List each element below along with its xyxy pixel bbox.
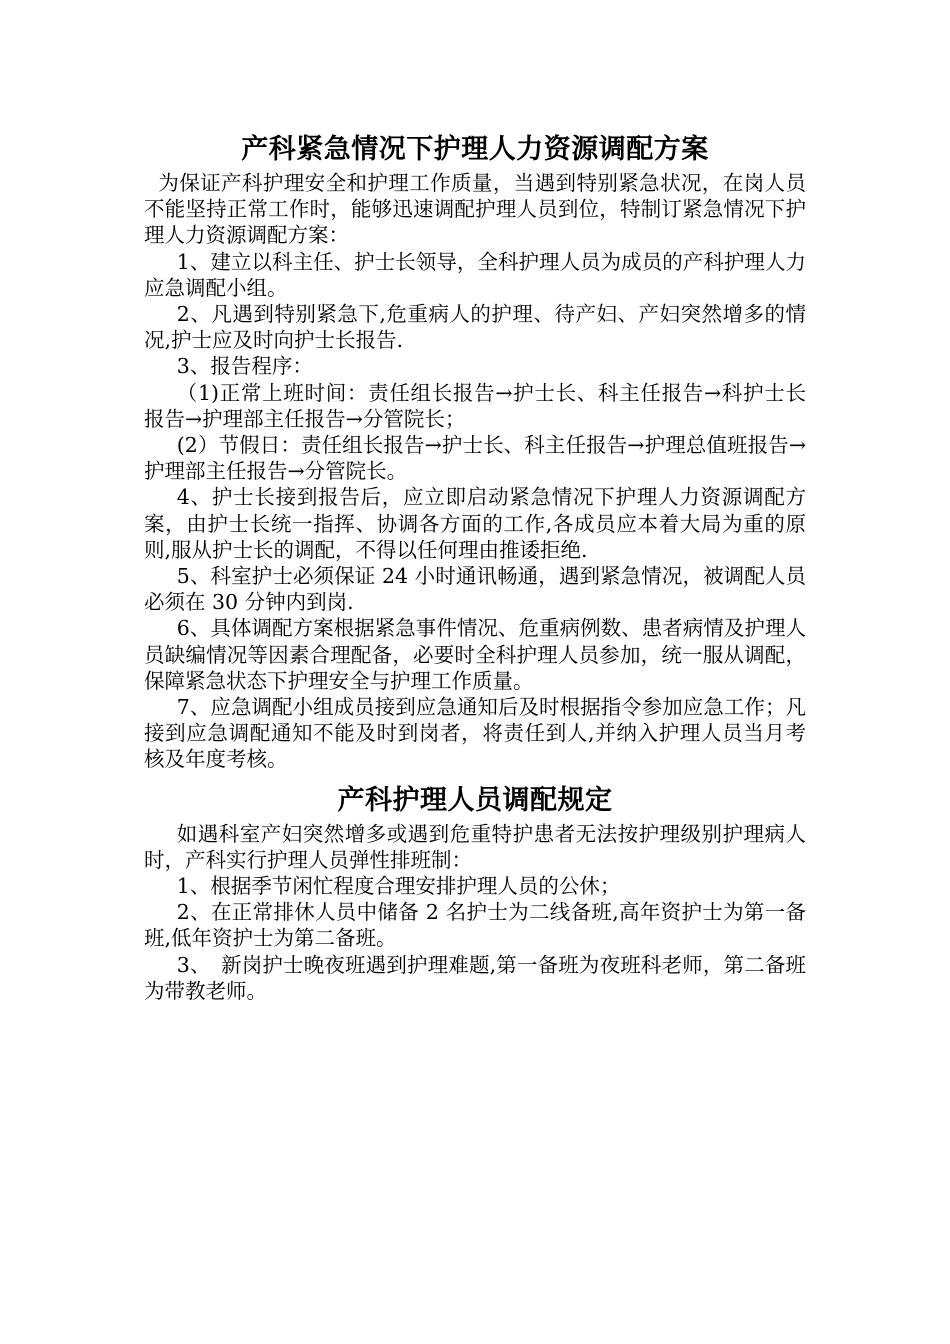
section1-item-4: 4、护士长接到报告后，应立即启动紧急情况下护理人力资源调配方案，由护士长统一指挥、协调各方面的工作,各成员应本着大局为重的原则,服从护士长的调配，不得以任何理由推诿拒绝. [144,485,806,562]
section2-item-1: 1、根据季节闲忙程度合理安排护理人员的公休； [176,874,621,899]
section1-item-6: 6、具体调配方案根据紧急事件情况、危重病例数、患者病情及护理人员缺编情况等因素合理配备，必要时全科护理人员参加，统一服从调配，保障紧急状态下护理安全与护理工作质量。 [144,616,806,693]
section1-item-1: 1、建立以科主任、护士长领导，全科护理人员为成员的产科护理人力应急调配小组。 [144,249,806,300]
section2-intro: 如遇科室产妇突然增多或遇到危重特护患者无法按护理级别护理病人时，产科实行护理人员弹性排班制： [144,821,806,872]
section1-item-3: 3、报告程序： [176,354,313,379]
section2-title: 产科护理人员调配规定 [337,784,613,816]
section2-item-3: 3、 新岗护士晚夜班遇到护理难题,第一备班为夜班科老师，第二备班为带教老师。 [144,952,806,1003]
section1-item-3-sub-1: （1)正常上班时间：责任组长报告→护士长、科主任报告→科护士长报告→护理部主任报告→分管院长； [144,380,806,431]
section1-item-7: 7、应急调配小组成员接到应急通知后及时根据指令参加应急工作；凡接到应急调配通知不能及时到岗者，将责任到人,并纳入护理人员当月考核及年度考核。 [144,695,806,772]
section1-item-2: 2、凡遇到特别紧急下,危重病人的护理、待产妇、产妇突然增多的情况,护士应及时向护士长报告. [144,302,806,353]
section1-item-5: 5、科室护士必须保证 24 小时通讯畅通，遇到紧急情况，被调配人员必须在 30 分钟内到岗. [144,564,806,615]
section1-intro: 为保证产科护理安全和护理工作质量，当遇到特别紧急状况，在岗人员不能坚持正常工作时，能够迅速调配护理人员到位，特制订紧急情况下护理人力资源调配方案： [144,171,806,248]
section1-title: 产科紧急情况下护理人力资源调配方案 [241,134,709,165]
document-page [144,130,806,1004]
section1-item-3-sub-2: (2）节假日：责任组长报告→护士长、科主任报告→护理总值班报告→护理部主任报告→分管院长。 [144,433,806,484]
section2-item-2: 2、在正常排休人员中储备 2 名护士为二线备班,高年资护士为第一备班,低年资护士为第二备班。 [144,900,806,951]
